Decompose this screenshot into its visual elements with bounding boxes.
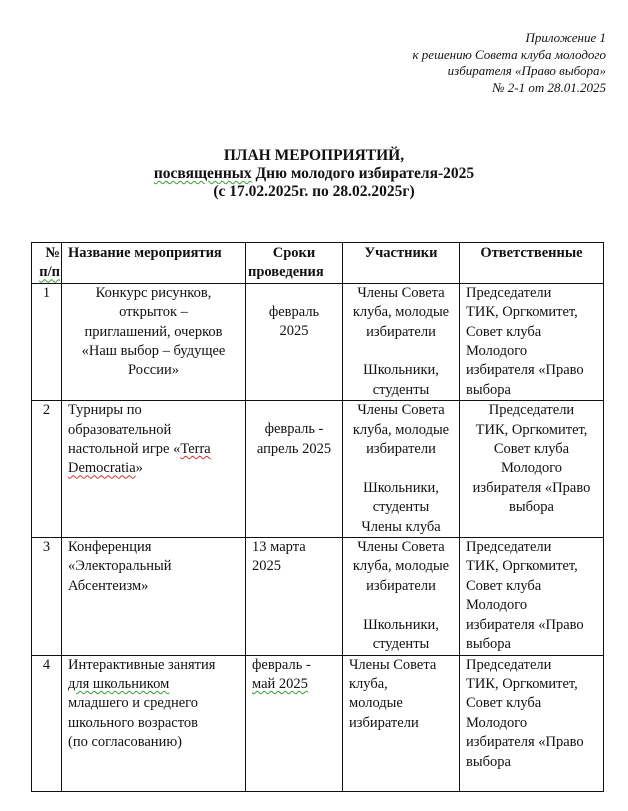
event-responsible: Председатели ТИК, Оргкомитет, Совет клуба Молодого избирателя «Право выбора: [460, 283, 604, 400]
spellcheck-underlined-word: Terra: [180, 441, 211, 458]
event-responsible: Председатели ТИК, Оргкомитет, Совет клуба Молодого избирателя «Право выбора: [460, 538, 604, 655]
row-number: 2: [32, 401, 62, 538]
event-participants: Члены Совета клуба, молодые избиратели Школьники, студенты: [343, 283, 460, 400]
event-participants: Члены Совета клуба, молодые избиратели: [343, 655, 460, 791]
event-name: Интерактивные занятия для школьником младшего и среднего школьного возрастов (по согласованию): [62, 655, 246, 791]
event-dates: февраль 2025: [246, 283, 343, 400]
table-header-row: [32, 243, 604, 284]
title-line-2-rest: Дню молодого избирателя-2025: [251, 165, 475, 182]
title-line-3: (с 17.02.2025г. по 28.02.2025г): [213, 183, 415, 200]
event-name: Конкурс рисунков, открыток – приглашений, очерков «Наш выбор – будущее России»: [62, 283, 246, 400]
header-num: № п/п: [32, 243, 62, 284]
event-dates: 13 марта 2025: [246, 538, 343, 655]
row-number: 4: [32, 655, 62, 791]
table-row: [32, 401, 604, 538]
event-participants: Члены Совета клуба, молодые избиратели Школьники, студенты Члены клуба: [343, 401, 460, 538]
spellcheck-underlined-word: посвященных: [153, 165, 252, 182]
appendix-line: Приложение 1: [525, 30, 606, 45]
spellcheck-underlined-phrase: май 2025: [252, 675, 308, 692]
table-row: [32, 655, 604, 791]
title-line-2: [0, 165, 628, 183]
title-line-1: ПЛАН МЕРОПРИЯТИЙ,: [223, 147, 405, 164]
row-number: 1: [32, 283, 62, 400]
event-dates: февраль - май 2025: [246, 655, 343, 791]
appendix-line: № 2-1 от 28.01.2025: [492, 79, 606, 95]
events-plan-table: [31, 242, 604, 792]
appendix-note: [412, 30, 606, 96]
spellcheck-underlined-word: Democratia: [68, 460, 136, 477]
event-name: Турниры по образовательной настольной игре «Terra Democratia»: [62, 401, 246, 538]
header-responsible: Ответственные: [460, 243, 604, 284]
row-number: 3: [32, 538, 62, 655]
event-responsible: Председатели ТИК, Оргкомитет, Совет клуба Молодого избирателя «Право выбора: [460, 655, 604, 791]
event-responsible: Председатели ТИК, Оргкомитет, Совет клуба Молодого избирателя «Право выбора: [460, 401, 604, 538]
spellcheck-underlined-phrase: для школьником: [68, 675, 170, 692]
table-row: [32, 283, 604, 400]
header-name: Название мероприятия: [62, 243, 246, 284]
appendix-line: к решению Совета клуба молодого: [412, 46, 606, 62]
event-participants: Члены Совета клуба, молодые избиратели Школьники, студенты: [343, 538, 460, 655]
header-participants: Участники: [343, 243, 460, 284]
appendix-line: избирателя «Право выбора»: [447, 63, 606, 78]
header-dates: Сроки проведения: [246, 243, 343, 284]
event-name: Конференция «Электоральный Абсентеизм»: [62, 538, 246, 655]
event-dates: февраль - апрель 2025: [246, 401, 343, 538]
table-row: [32, 538, 604, 655]
document-title: [0, 147, 628, 201]
